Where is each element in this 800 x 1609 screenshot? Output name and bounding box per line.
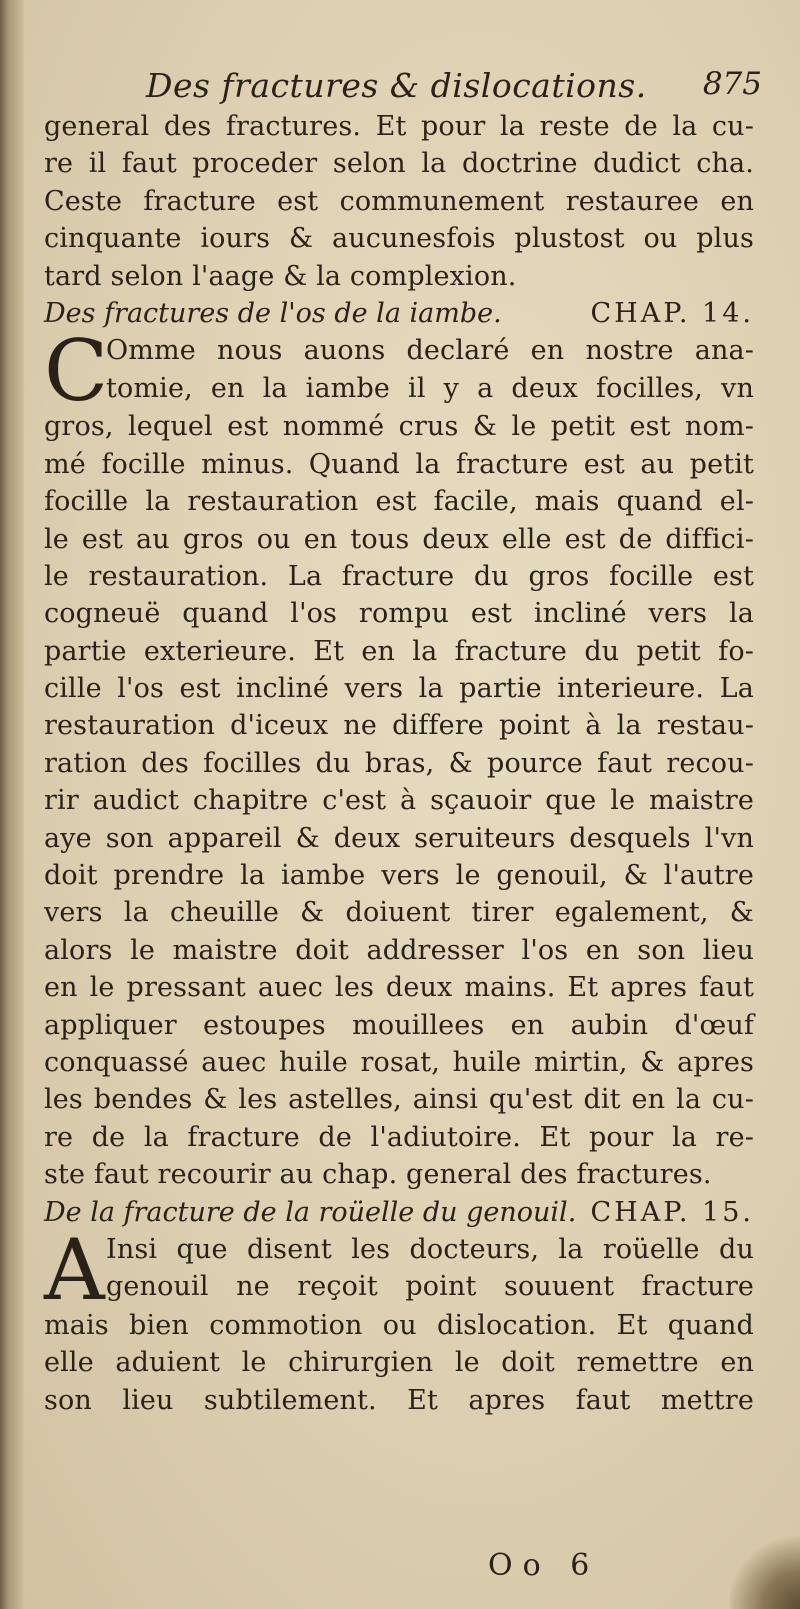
- text-line: en le pressant auec les deux mains. Et apres faut: [44, 972, 754, 1004]
- text-line: Insi que disent les docteurs, la roüelle du: [106, 1233, 754, 1265]
- page-number: 875: [702, 66, 762, 102]
- signature-mark: Oo 6: [488, 1548, 600, 1583]
- text-line: partie exterieure. Et en la fracture du petit fo-: [44, 635, 754, 667]
- body-text: [44, 108, 754, 1419]
- text-line: restauration d'iceux ne differe point à la restau-: [44, 710, 754, 742]
- text-line: elle aduient le chirurgien le doit remettre en: [44, 1347, 754, 1379]
- drop-cap-lines: [106, 332, 754, 408]
- running-head: [146, 66, 762, 106]
- text-line: tard selon l'aage & la complexion.: [44, 260, 517, 292]
- text-line: focille la restauration est facile, mais quand el-: [44, 486, 754, 518]
- text-line: cinquante iours & aucunesfois plustost ou plus: [44, 223, 754, 255]
- text-line: genouil ne reçoit point souuent fracture: [106, 1271, 754, 1303]
- drop-cap: C: [44, 322, 109, 421]
- running-title: Des fractures & dislocations.: [146, 66, 647, 105]
- chapter-14-opening: [44, 322, 754, 421]
- text-line: alors le maistre doit addresser l'os en son lieu: [44, 934, 754, 966]
- page-corner-stain: [730, 1529, 800, 1609]
- text-line: le restauration. La fracture du gros focille est: [44, 560, 754, 592]
- text-line: general des fractures. Et pour la reste de la cu-: [44, 111, 754, 142]
- text-line: son lieu subtilement. Et apres faut mettre: [44, 1384, 754, 1416]
- text-line: ration des focilles du bras, & pource faut recou-: [44, 747, 754, 779]
- chapter-15-title: De la fracture de la roüelle du genouil.: [44, 1196, 577, 1228]
- text-line: appliquer estoupes mouillees en aubin d'œuf: [44, 1009, 754, 1041]
- chapter-14-number: CHAP. 14.: [590, 297, 754, 329]
- chapter-15-opening: [44, 1220, 754, 1319]
- text-line: les bendes & les astelles, ainsi qu'est dit en la cu-: [44, 1084, 754, 1116]
- chapter-15-number: CHAP. 15.: [590, 1196, 754, 1228]
- text-line: tomie, en la iambe il y a deux focilles, vn: [106, 372, 754, 404]
- text-line: rir audict chapitre c'est à sçauoir que le maistre: [44, 785, 754, 817]
- chapter-14-heading: [44, 295, 754, 332]
- text-line: Ceste fracture est communement restauree en: [44, 185, 754, 217]
- drop-cap: A: [44, 1220, 105, 1319]
- text-line: aye son appareil & deux seruiteurs desquels l'vn: [44, 822, 754, 854]
- chapter-14-title: Des fractures de l'os de la iambe.: [44, 297, 502, 329]
- text-line: mais bien commotion ou dislocation. Et quand: [44, 1309, 754, 1341]
- text-line: ste faut recourir au chap. general des fractures.: [44, 1159, 712, 1191]
- text-line: Omme nous auons declaré en nostre ana-: [106, 335, 754, 367]
- text-line: cogneuë quand l'os rompu est incliné vers la: [44, 598, 754, 630]
- text-line: re de la fracture de l'adiutoire. Et pour la re-: [44, 1121, 754, 1153]
- text-line: le est au gros ou en tous deux elle est de diffici-: [44, 523, 754, 555]
- text-line: doit prendre la iambe vers le genouil, & l'autre: [44, 860, 754, 892]
- text-line: conquassé auec huile rosat, huile mirtin, & apres: [44, 1046, 754, 1078]
- text-line: cille l'os est incliné vers la partie interieure. La: [44, 673, 754, 705]
- drop-cap-lines: [106, 1231, 754, 1307]
- text-line: vers la cheuille & doiuent tirer egalement, &: [44, 897, 754, 929]
- text-line: gros, lequel est nommé crus & le petit est nom-: [44, 411, 754, 443]
- chapter-15-heading: [44, 1194, 754, 1231]
- text-line: re il faut proceder selon la doctrine dudict cha.: [44, 148, 754, 180]
- text-line: mé focille minus. Quand la fracture est au petit: [44, 448, 754, 480]
- binding-gutter: [0, 0, 24, 1609]
